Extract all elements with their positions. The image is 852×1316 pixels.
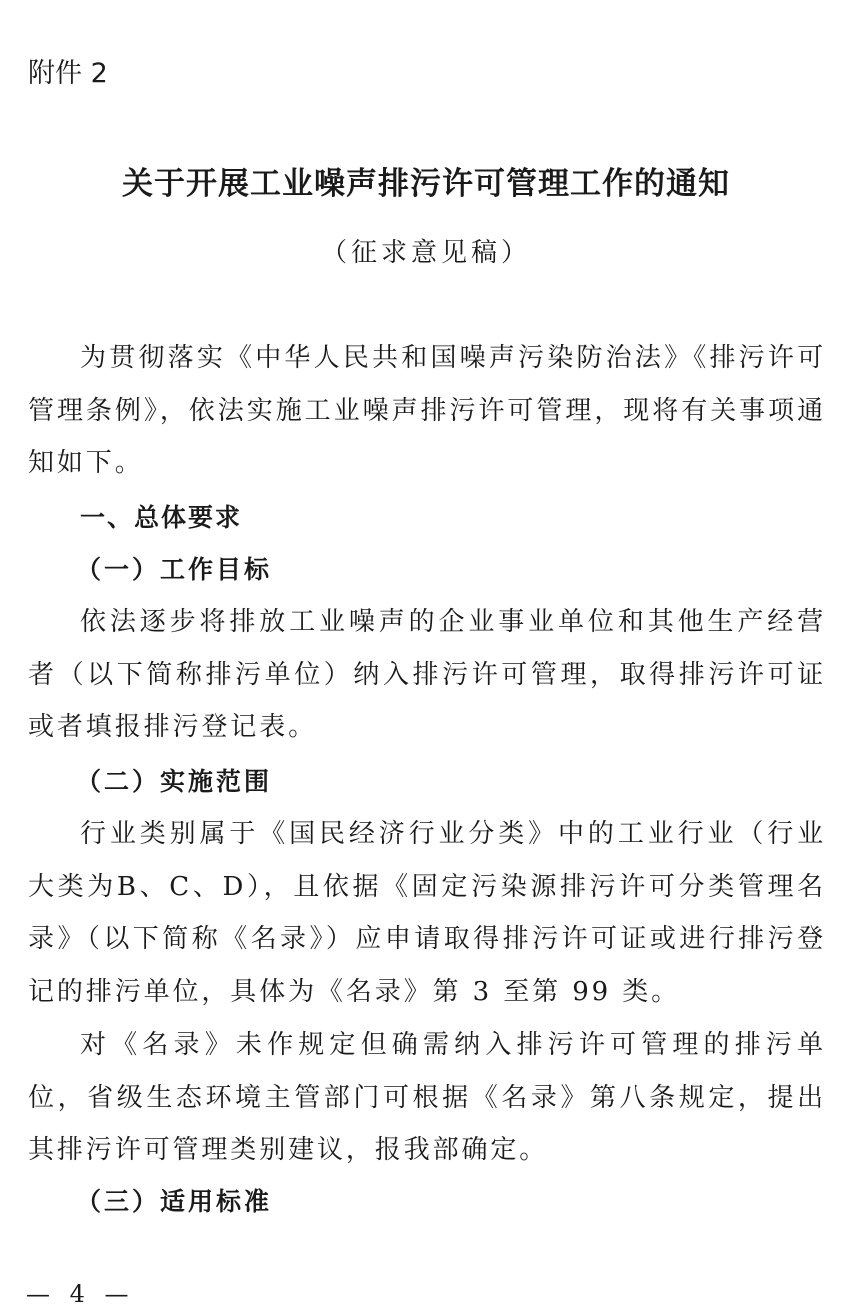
intro-paragraph: 为贯彻落实《中华人民共和国噪声污染防治法》《排污许可管理条例》，依法实施工业噪声排污许可管理，现将有关事项通知如下。 [28,343,826,478]
page-number: — 4 — [26,1280,135,1308]
document-title: 关于开展工业噪声排污许可管理工作的通知 [122,166,730,202]
section-heading-general-requirements: 一、总体要求 [80,503,243,532]
work-goals-paragraph: 依法逐步将排放工业噪声的企业事业单位和其他生产经营者（以下简称排污单位）纳入排污许可管理，取得排污许可证或者填报排污登记表。 [28,607,826,742]
attachment-label: 附件 2 [28,58,108,89]
scope-paragraph-2: 对《名录》未作规定但确需纳入排污许可管理的排污单位，省级生态环境主管部门可根据《名录》第八条规定，提出其排污许可管理类别建议，报我部确定。 [28,1030,826,1165]
subsection-heading-applicable-standards: （三）适用标准 [76,1187,273,1216]
subsection-heading-scope: （二）实施范围 [76,767,273,796]
document-subtitle: （征求意见稿） [320,238,531,268]
scope-paragraph-1: 行业类别属于《国民经济行业分类》中的工业行业（行业大类为B、C、D），且依据《固定污染源排污许可分类管理名录》（以下简称《名录》）应申请取得排污许可证或进行排污登记的排污单位，具体为《名录》第 3 至第 99 类。 [28,819,826,1007]
subsection-heading-work-goals: （一）工作目标 [76,555,273,584]
